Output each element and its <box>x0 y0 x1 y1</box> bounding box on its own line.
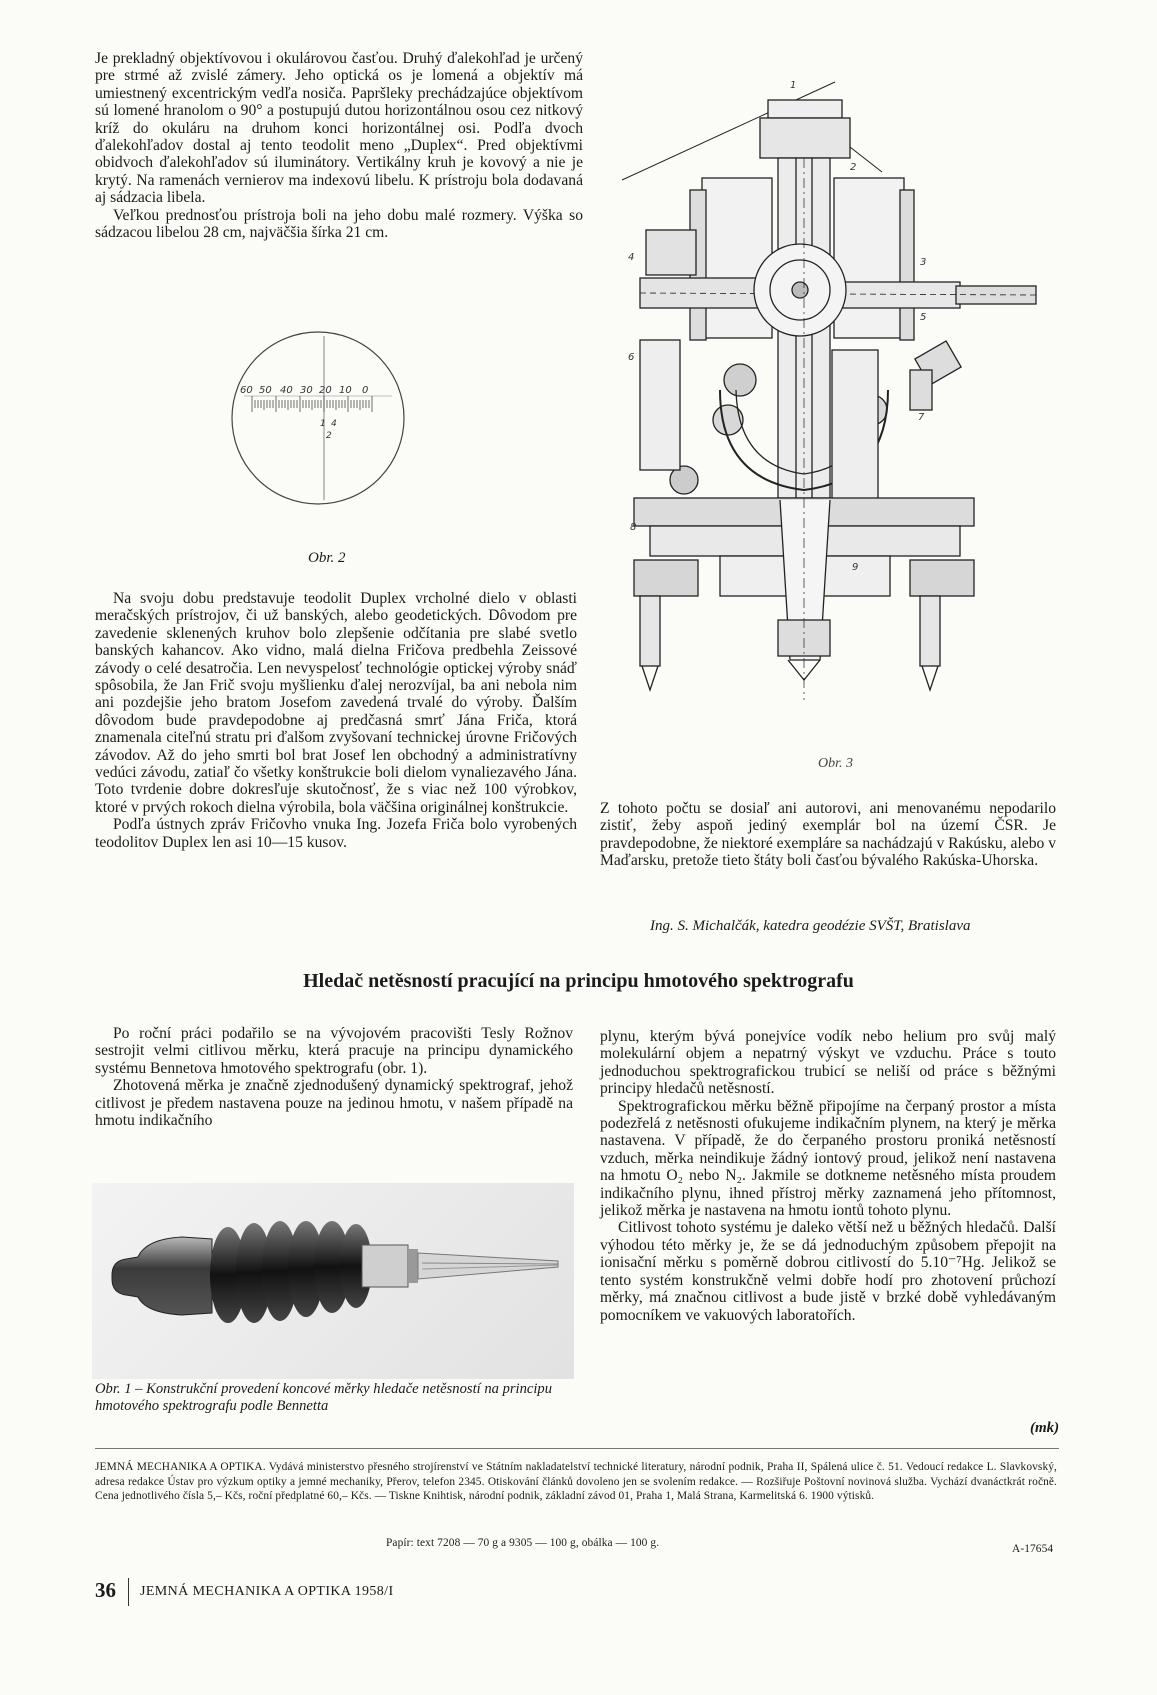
part-label: 7 <box>918 412 925 423</box>
part-label: 2 <box>850 162 857 173</box>
part-label: 5 <box>920 312 927 323</box>
scale-number: 0 <box>362 385 369 396</box>
part-label: 3 <box>920 257 927 268</box>
imprint-text: JEMNÁ MECHANIKA A OPTIKA. Vydává ministerstvo přesného strojírenství ve Státním nakladatelství technické literatury, národní podnik, Praha II, Spálená ulice č. 51. Vedoucí redakce L. Slavkovský, adresa redakce Ústav pro výzkum optiky a jemné mechaniky, Přerov, telefon 2345. Otiskování článků dovoleno jen se svolením redakce. — Rozšiřuje Poštovní novinová služba. Vychází dvanáctkrát ročně. Cena jednotlivého čísla 5,– Kčs, roční předplatné 60,– Kčs. — Tiskne Knihtisk, národní podnik, základní závod 01, Praha 1, Malá Strana, Karmelitská 6. 1900 výtisků. <box>95 1461 1057 1503</box>
scale-number: 50 <box>259 385 272 396</box>
article2-title: Hledač netěsností pracující na principu hmotového spektrografu <box>303 970 854 992</box>
scale-number: 1 <box>320 419 326 429</box>
figure-3-caption: Obr. 3 <box>818 756 854 771</box>
figure-1 <box>92 1183 574 1379</box>
imprint-rule <box>95 1448 1059 1449</box>
paragraph: Je prekladný objektívovou i okulárovou časťou. Druhý ďalekohľad je určený pre strmé až zvislé zámery. Jeho optická os je lomená a objektív má umiestnený excentrickým vedľa nosiča. Papršleky prechádzajúce objektívom sú lomené hranolom o 90° a postupujú dutou horizontálnou osou cez nitkový kríž do okuláru na druhom konci horizontálnej osi. Podľa dvoch ďalekohľadov dostal aj tento teodolit meno „Duplex“. Pred objektívmi obidvoch ďalekohľadov sú iluminátory. Vertikálny kruh je kovový a nie je krytý. Na ramenách vernierov ma indexovú libelu. K prístroju bola dodavaná aj sádzacia libela. <box>95 50 583 207</box>
article1-col2 <box>600 800 1056 870</box>
scale-number: 20 <box>319 385 332 396</box>
article1-col1-top <box>95 50 583 241</box>
reading-scale-illustration <box>228 330 408 520</box>
article2-col2 <box>600 1028 1056 1324</box>
part-label: 8 <box>630 522 637 533</box>
paragraph: Citlivost tohoto systému je daleko větší než u běžných hledačů. Další výhodou této měrky je, že se dá jednoduchým způsobem přepojit na ionisační měrku s poměrně dobrou citlivostí do 5.10⁻⁷Hg. Jelikož se tento systém konstrukčně velmi dobře hodí pro zhotovení průchozí měrky, má značnou citlivost a bude jistě v brzké době vyhledávaným pomocníkem ve vakuových laboratořích. <box>600 1219 1056 1324</box>
paragraph: plynu, kterým bývá ponejvíce vodík nebo helium pro svůj malý molekulární objem a nepatrný výskyt ve vzduchu. Práce s touto jednoduchou spektrografickou trubicí se neliší od práce s běžnými principy hledačů netěsností. <box>600 1028 1056 1098</box>
signature: (mk) <box>1030 1420 1060 1436</box>
paragraph: Veľkou prednosťou prístroja boli na jeho dobu malé rozmery. Výška so sádzacou libelou 28 cm, najväčšia šírka 21 cm. <box>95 206 583 242</box>
scale-number: 2 <box>326 431 332 441</box>
part-label: 1 <box>790 80 797 91</box>
scale-number: 40 <box>280 385 293 396</box>
part-label: 4 <box>628 252 635 263</box>
paragraph: Podľa ústnych zpráv Fričovho vnuka Ing. Jozefa Friča bolo vyrobených teodolitov Duplex len asi 10—15 kusov. <box>95 816 577 851</box>
scale-number: 4 <box>331 419 337 429</box>
scale-number: 10 <box>339 385 352 396</box>
imprint-paper: Papír: text 7208 — 70 g a 9305 — 100 g, obálka — 100 g. <box>386 1537 660 1549</box>
theodolite-technical-drawing <box>620 60 1050 750</box>
paragraph: Na svoju dobu predstavuje teodolit Duplex vrcholné dielo v oblasti meračských prístrojov, či už banských, alebo geodetických. Dôvodom pre zavedenie sklenených kruhov bolo zlepšenie odčítania pre slabé svetlo banských kahancov. Ako vidno, malá dielna Fričova predbehla Zeissové závody o celé desatročia. Len nevyspelosť technológie optickej výroby snáď spôsobila, že Jan Frič svoju myšlienku ďalej nerozvíjal, ba ani nebola nim ani pozdejšie jeho bratom Josefom zavedená trvalé do výroby. Ďalším dôvodom bude pravdepodobne aj predčasná smrť Jána Friča, ktorá znamenala citeľnú stratu pri ďalšom zvyšovaní technickej úrovne Fričových závodov. Až do jeho smrti bol brat Josef len obchodný a administratívny vedúci závodu, zatiaľ čo všetky konštrukcie boli dielom vynaliezavého Jána. Toto tvrdenie dobre dokresľuje skutočnosť, že s viac než 100 výrobkov, ktoré v prvých rokoch dielna výrobila, bola väčšina originálnej konštrukcie. <box>95 590 577 816</box>
author-line: Ing. S. Michalčák, katedra geodézie SVŠT, Bratislava <box>650 918 971 934</box>
spectrograph-probe-photo <box>92 1183 574 1379</box>
article2-col1 <box>95 1025 573 1129</box>
page-number: 36 <box>95 1578 116 1602</box>
paragraph: Z tohoto počtu se dosiaľ ani autorovi, ani menovanému nepodarilo zistiť, žeby aspoň jediný exemplár bol na území ČSR. Je pravdepodobne, že niektoré exempláre sa nachádzajú v Rakúsku, alebo v Maďarsku, pretože tieto štáty boli časťou bývalého Rakúska-Uhorska. <box>600 800 1056 870</box>
journal-name: JEMNÁ MECHANIKA A OPTIKA 1958/I <box>140 1584 394 1599</box>
paragraph: Spektrografickou měrku běžně připojíme na čerpaný prostor a místa podezřelá z netěsnosti ofukujeme indikačním plynem, na který je měrka nastavena. V případě, že do čerpaného prostoru proniká netěsností vzduch, měrka neindikuje žádný iontový proud, jelikož není nastavena na hmotu O₂ nebo N₂. Jakmile se dotkneme netěsného místa proudem indikačního plynu, ihned přístroj měrky zaznamená jeho přítomnost, jelikož měrka je nastavena na hmotu iontů tohoto plynu. <box>600 1097 1056 1220</box>
paragraph: Po roční práci podařilo se na vývojovém pracovišti Tesly Rožnov sestrojit velmi citlivou měrku, která pracuje na principu dynamického systému Bennetova hmotového spektrografu (obr. 1). <box>95 1025 573 1077</box>
footer-divider <box>128 1578 129 1606</box>
scale-number: 30 <box>300 385 313 396</box>
figure-2 <box>228 330 408 520</box>
imprint-code: A-17654 <box>1012 1543 1054 1555</box>
part-label: 9 <box>852 562 859 573</box>
part-label: 6 <box>628 352 635 363</box>
figure-3 <box>620 60 1050 750</box>
scale-number: 60 <box>240 385 253 396</box>
article1-col1-bottom <box>95 590 577 851</box>
figure-1-caption: Obr. 1 – Konstrukční provedení koncové měrky hledače netěsností na principu hmotového spektrografu podle Bennetta <box>95 1381 553 1414</box>
paragraph: Zhotovená měrka je značně zjednodušený dynamický spektrograf, jehož citlivost je předem nastavena pouze na jedinou hmotu, v našem případě na hmotu indikačního <box>95 1077 573 1130</box>
figure-2-caption: Obr. 2 <box>308 550 346 566</box>
